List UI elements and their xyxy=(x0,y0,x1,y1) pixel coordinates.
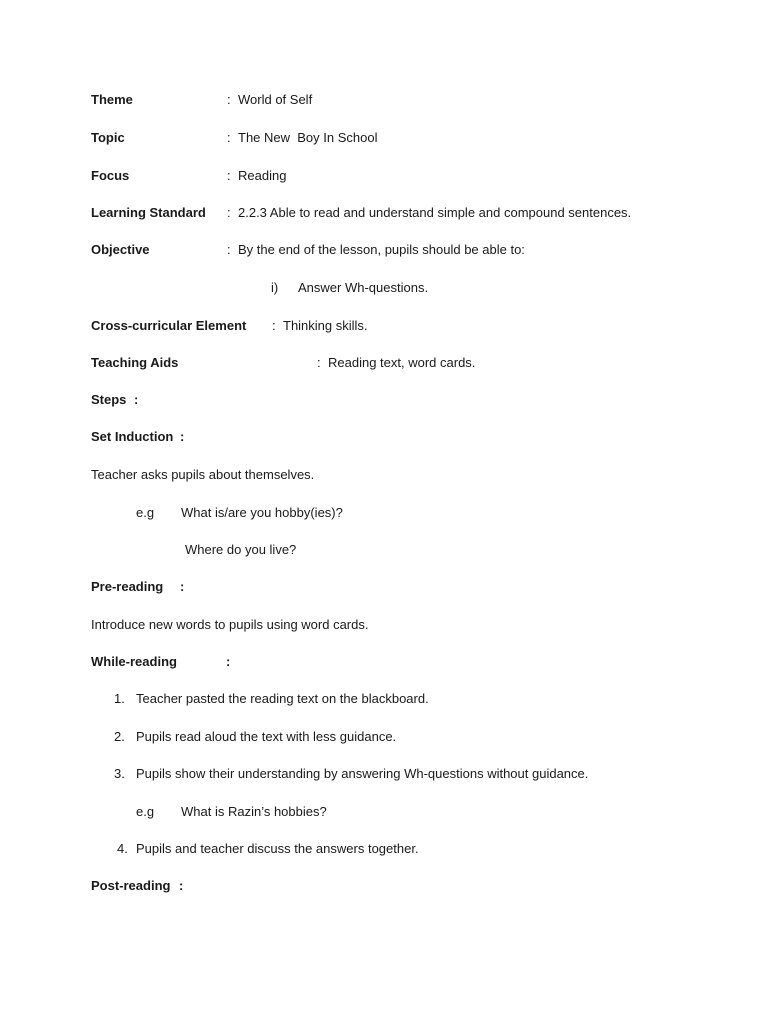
pre-reading-separator: : xyxy=(180,579,185,594)
while-reading-item-3-text: Pupils show their understanding by answering Wh-questions without guidance. xyxy=(136,766,589,781)
teaching-aids-label: Teaching Aids xyxy=(91,355,179,370)
focus-separator: : xyxy=(227,168,231,183)
while-reading-separator: : xyxy=(226,654,231,669)
while-reading-heading: While-reading xyxy=(91,654,177,669)
set-induction-example-1: What is/are you hobby(ies)? xyxy=(181,505,343,520)
while-reading-example-marker: e.g xyxy=(136,804,155,819)
objective-item-marker: i) xyxy=(271,280,279,295)
set-induction-heading: Set Induction xyxy=(91,429,174,444)
while-reading-item-4-text: Pupils and teacher discuss the answers together. xyxy=(136,841,419,856)
theme-label: Theme xyxy=(91,92,133,107)
objective-label: Objective xyxy=(91,242,150,257)
while-reading-item-2-text: Pupils read aloud the text with less guidance. xyxy=(136,729,397,744)
topic-label: Topic xyxy=(91,130,125,145)
teaching-aids-separator: : xyxy=(317,355,321,370)
while-reading-item-4-number: 4. xyxy=(117,841,128,856)
set-induction-example-marker: e.g xyxy=(136,505,155,520)
set-induction-separator: : xyxy=(180,429,185,444)
pre-reading-text: Introduce new words to pupils using word cards. xyxy=(91,617,369,632)
cross-curricular-label: Cross-curricular Element xyxy=(91,318,247,333)
set-induction-example-2: Where do you live? xyxy=(185,542,297,557)
theme-value: World of Self xyxy=(238,92,313,107)
topic-value: The New Boy In School xyxy=(238,130,378,145)
pre-reading-heading: Pre-reading xyxy=(91,579,164,594)
while-reading-item-3-number: 3. xyxy=(114,766,125,781)
post-reading-separator: : xyxy=(179,878,184,893)
while-reading-item-1-text: Teacher pasted the reading text on the blackboard. xyxy=(136,691,429,706)
theme-separator: : xyxy=(227,92,231,107)
objective-separator: : xyxy=(227,242,231,257)
while-reading-example: What is Razin’s hobbies? xyxy=(181,804,327,819)
set-induction-text: Teacher asks pupils about themselves. xyxy=(91,467,315,482)
while-reading-item-2-number: 2. xyxy=(114,729,125,744)
post-reading-heading: Post-reading xyxy=(91,878,171,893)
steps-heading: Steps xyxy=(91,392,127,407)
cross-curricular-separator: : xyxy=(272,318,276,333)
teaching-aids-value: Reading text, word cards. xyxy=(328,355,476,370)
while-reading-item-1-number: 1. xyxy=(114,691,125,706)
objective-value: By the end of the lesson, pupils should be able to: xyxy=(238,242,525,257)
topic-separator: : xyxy=(227,130,231,145)
learning-standard-label: Learning Standard xyxy=(91,205,206,220)
learning-standard-value: 2.2.3 Able to read and understand simple and compound sentences. xyxy=(238,205,632,220)
steps-separator: : xyxy=(134,392,139,407)
focus-label: Focus xyxy=(91,168,130,183)
focus-value: Reading xyxy=(238,168,287,183)
learning-standard-separator: : xyxy=(227,205,231,220)
objective-item-text: Answer Wh-questions. xyxy=(298,280,429,295)
cross-curricular-value: Thinking skills. xyxy=(283,318,368,333)
